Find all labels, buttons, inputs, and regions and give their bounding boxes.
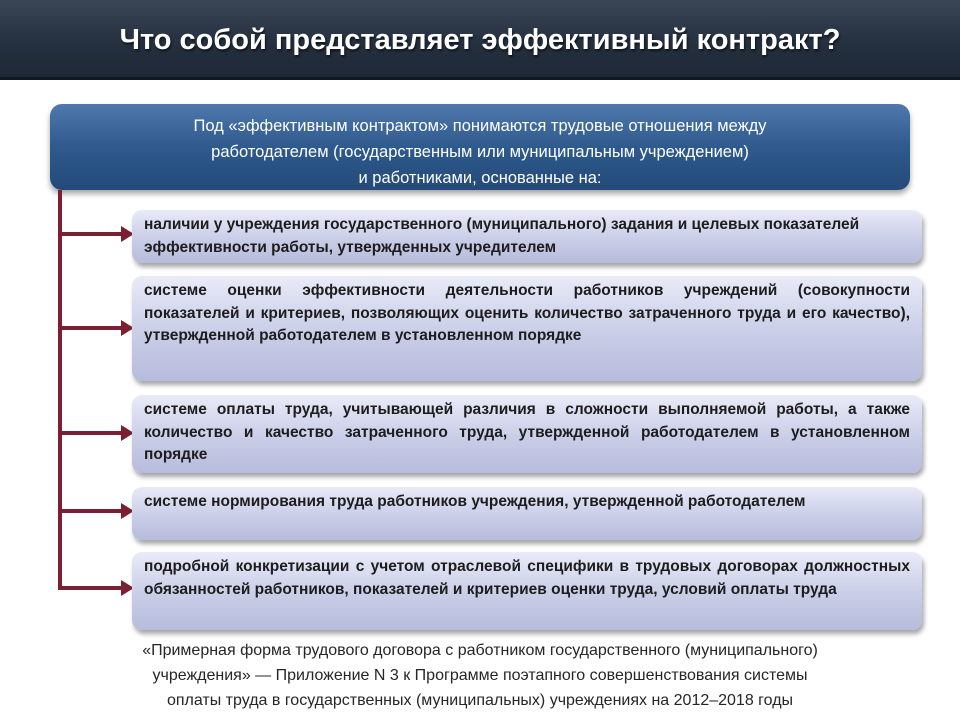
condition-item-text: системе нормирования труда работников учреждения, утвержденной работодателем bbox=[144, 493, 806, 510]
footer-line: учреждения» — Приложение N 3 к Программе поэтапного совершенствования системы bbox=[152, 667, 808, 684]
condition-item bbox=[132, 552, 922, 630]
intro-box bbox=[50, 104, 910, 190]
page-title: Что собой представляет эффективный контракт? bbox=[119, 24, 841, 56]
connector-arrow bbox=[62, 431, 122, 435]
condition-item-text: системе оплаты труда, учитывающей различия в сложности выполняемой работы, а также количество и качество затраченного труда, утвержденной работодателем в установленном порядке bbox=[144, 401, 910, 463]
footer-note bbox=[20, 638, 940, 713]
condition-item-text: системе оценки эффективности деятельности работников учреждений (совокупности показателей и критериев, позволяющих оценить количество затраченного труда и его качество), утвержденной работодателем в установленном порядке bbox=[144, 282, 910, 344]
connector-arrow bbox=[62, 326, 122, 330]
condition-item bbox=[132, 487, 922, 540]
condition-item bbox=[132, 276, 922, 381]
intro-line: Под «эффективным контрактом» понимаются трудовые отношения между bbox=[193, 117, 767, 135]
footer-line: оплаты труда в государственных (муниципальных) учреждениях на 2012–2018 годы bbox=[166, 692, 794, 709]
connector-arrow bbox=[62, 586, 122, 590]
connector-arrow bbox=[62, 232, 122, 236]
condition-item bbox=[132, 210, 922, 263]
connector-arrow bbox=[62, 509, 122, 513]
connector-vertical-line bbox=[58, 190, 62, 590]
condition-item bbox=[132, 395, 922, 473]
condition-item-text: наличии у учреждения государственного (муниципального) задания и целевых показателей эффективности работы, утвержденных учредителем bbox=[144, 216, 860, 256]
intro-line: работодателем (государственным или муниципальным учреждением) bbox=[211, 143, 749, 161]
footer-line: «Примерная форма трудового договора с работником государственного (муниципального) bbox=[142, 642, 818, 659]
condition-item-text: подробной конкретизации с учетом отраслевой специфики в трудовых договорах должностных обязанностей работников, показателей и критериев оценки труда, условий оплаты труда bbox=[144, 558, 910, 598]
intro-line: и работниками, основанные на: bbox=[358, 169, 602, 187]
